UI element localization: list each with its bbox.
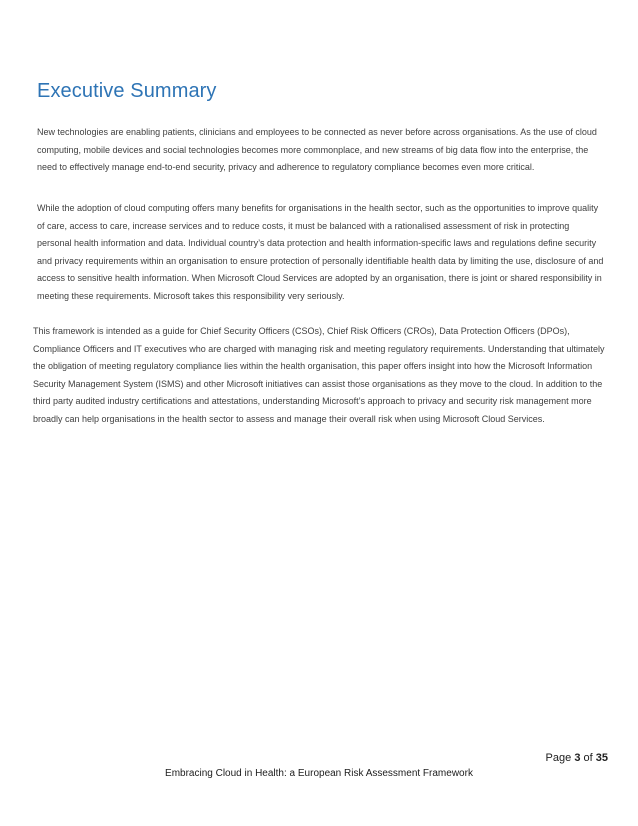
page-label: Page: [545, 752, 572, 764]
section-heading: Executive Summary: [37, 80, 217, 102]
footer-document-title: Embracing Cloud in Health: a European Risk Assessment Framework: [165, 768, 473, 779]
page-of: of: [583, 752, 593, 764]
page-current: 3: [574, 752, 581, 764]
page-number: [546, 752, 608, 764]
paragraph-intro: New technologies are enabling patients, clinicians and employees to be connected as never before across organisations. As the use of cloud computing, mobile devices and social technologies becomes more commonplace, and new streams of big data flow into the enterprise, the need to effectively manage end-to-end security, privacy and adherence to regulatory compliance becomes even more critical.: [37, 127, 597, 172]
page-total: 35: [595, 752, 608, 764]
paragraph-cloud-adoption: While the adoption of cloud computing offers many benefits for organisations in the health sector, such as the opportunities to improve quality of care, access to care, increase services and to reduce costs, it must be balanced with a rationalised assessment of risk in protecting personal health information and data. Individual country’s data protection and health information-specific laws and regulations define security and privacy requirements within an organisation to ensure protection of personally identifiable health data by limiting the use, disclosure of and access to sensitive health information. When Microsoft Cloud Services are adopted by an organisation, there is joint or shared responsibility in meeting these requirements. Microsoft takes this responsibility very seriously.: [37, 203, 604, 301]
paragraph-framework-purpose: This framework is intended as a guide for Chief Security Officers (CSOs), Chief Risk Officers (CROs), Data Protection Officers (DPOs), Compliance Officers and IT executives who are charged with managing risk and meeting regulatory requirements. Understanding that ultimately the obligation of meeting regulatory compliance lies within the health organisation, this paper offers insight into how the Microsoft Information Security Management System (ISMS) and other Microsoft initiatives can assist those organisations as they move to the cloud. In addition to the third party audited industry certifications and attestations, understanding Microsoft’s approach to privacy and security risk management more broadly can help organisations in the health sector to assess and manage their overall risk when using Microsoft Cloud Services.: [33, 326, 605, 424]
